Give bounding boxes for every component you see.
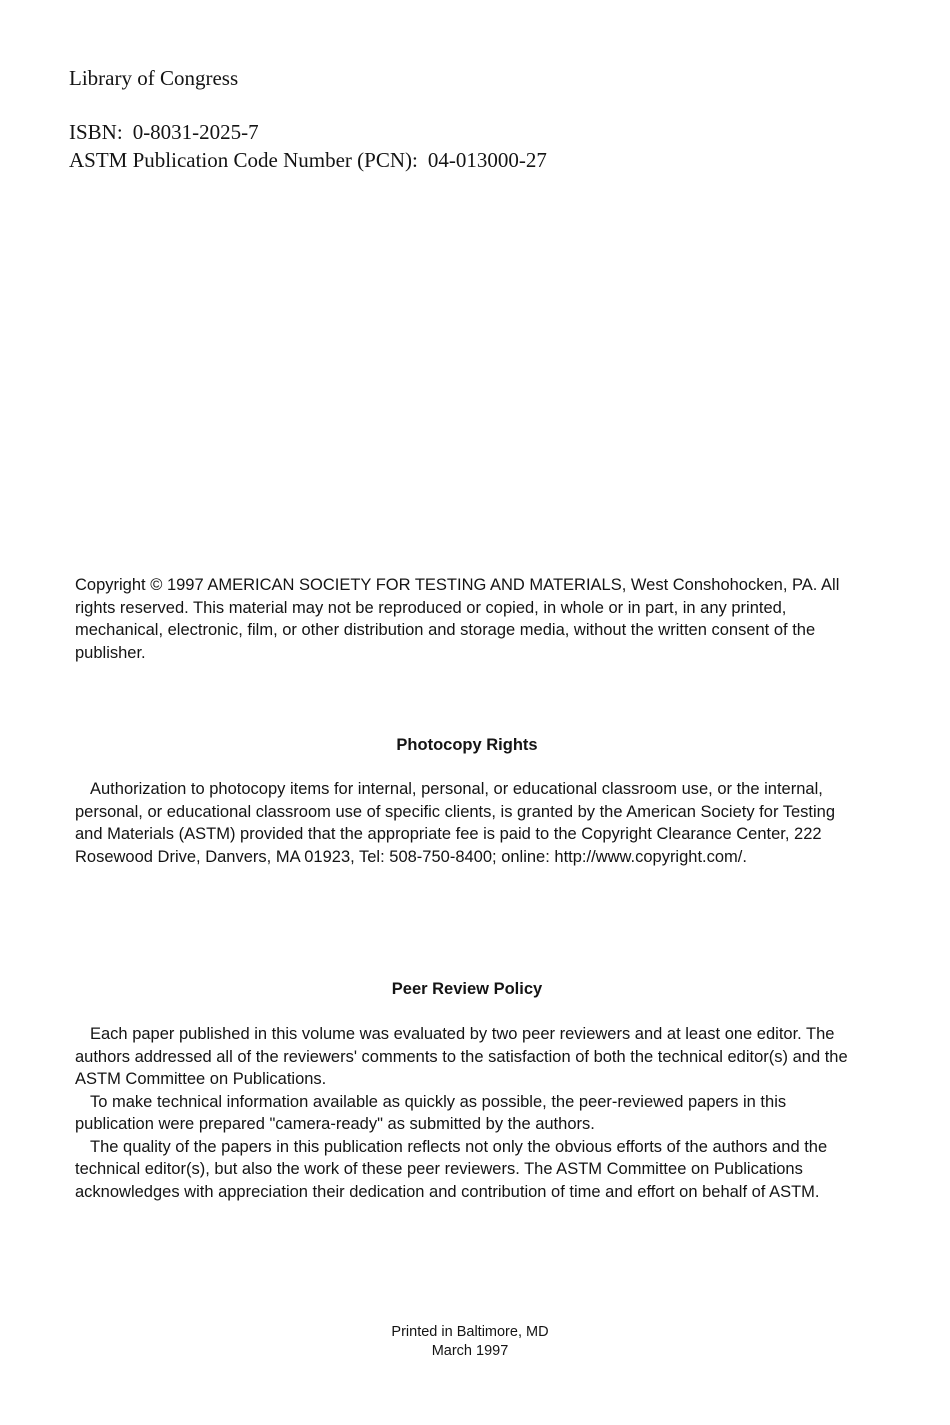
peer-review-section [75, 1023, 865, 1203]
isbn-value: 0-8031-2025-7 [132, 120, 259, 144]
photocopy-rights-text: Authorization to photocopy items for internal, personal, or educational classroom use, or the internal, personal, or educational classroom use of specific clients, is granted by the American Society for Testing and Materials (ASTM) provided that the appropriate fee is paid to the Copyright Clearance Center, 222 Rosewood Drive, Danvers, MA 01923, Tel: 508-750-8400; online: http://www.copyright.com/. [75, 780, 835, 866]
peer-review-heading: Peer Review Policy [391, 980, 543, 998]
library-of-congress-label: Library of Congress [69, 66, 239, 90]
pcn-line [69, 148, 547, 172]
pcn-value: 04-013000-27 [427, 148, 547, 172]
printing-info [0, 1323, 950, 1361]
isbn-label: ISBN: [69, 120, 123, 144]
photocopy-rights-heading: Photocopy Rights [396, 736, 538, 754]
peer-review-paragraph: Each paper published in this volume was evaluated by two peer reviewers and at least one editor. The authors addressed all of the reviewers' comments to the satisfaction of both the technical editor(s) and the ASTM Committee on Publications. [75, 1025, 848, 1088]
printed-location: Printed in Baltimore, MD [391, 1324, 549, 1340]
photocopy-rights-section [75, 778, 857, 868]
copyright-text: Copyright © 1997 AMERICAN SOCIETY FOR TESTING AND MATERIALS, West Conshohocken, PA. All rights reserved. This material may not be reproduced or copied, in whole or in part, in any printed, mechanical, electronic, film, or other distribution and storage media, without the written consent of the publisher. [75, 576, 840, 662]
peer-review-paragraph: To make technical information available as quickly as possible, the peer-reviewed papers in this publication were prepared "camera-ready" as submitted by the authors. [75, 1092, 787, 1133]
pcn-label: ASTM Publication Code Number (PCN): [69, 148, 418, 172]
copyright-notice [75, 574, 865, 664]
isbn-line [69, 120, 259, 144]
printed-date: March 1997 [431, 1343, 509, 1359]
peer-review-paragraph: The quality of the papers in this publication reflects not only the obvious efforts of the authors and the technical editor(s), but also the work of these peer reviewers. The ASTM Committee on Publications acknowledges with appreciation their dedication and contribution of time and effort on behalf of ASTM. [75, 1137, 828, 1201]
